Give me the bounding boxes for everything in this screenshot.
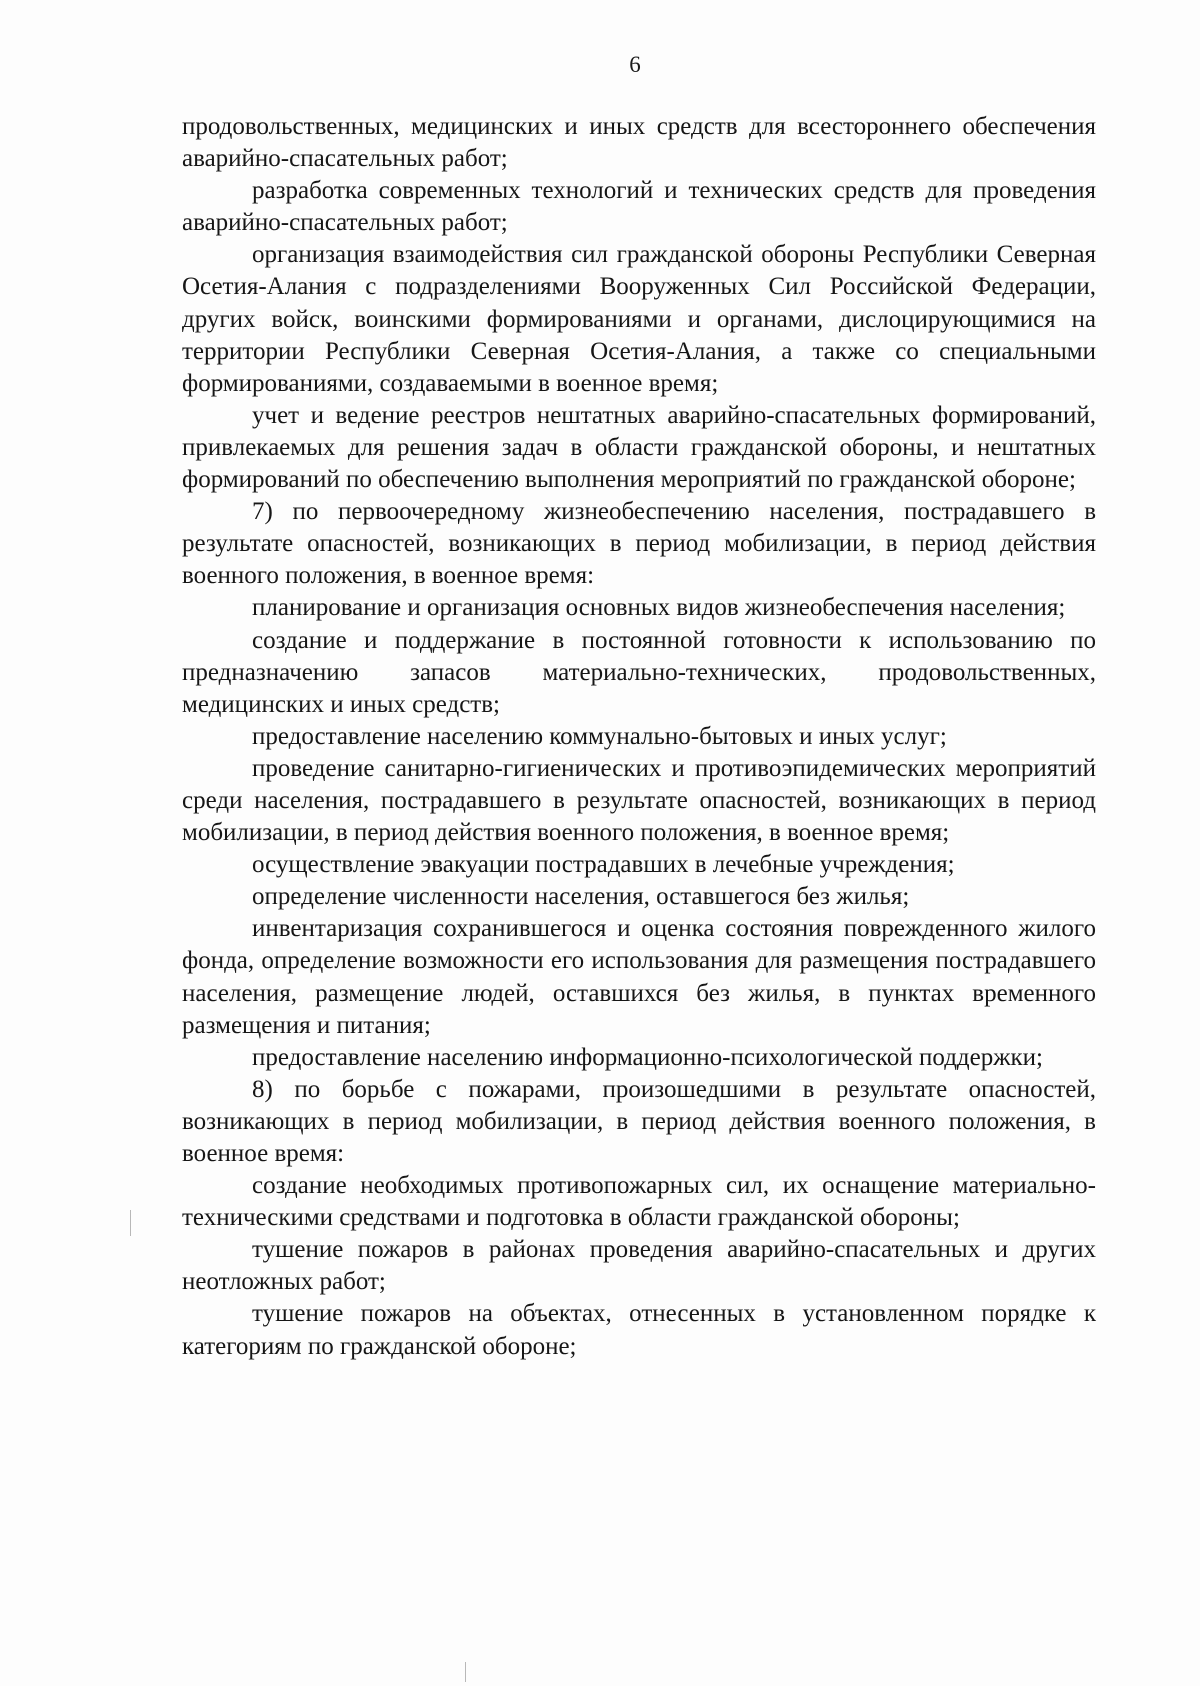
paragraph: тушение пожаров в районах проведения аварийно-спасательных и других неотложных работ; (182, 1236, 1096, 1296)
paragraph: создание необходимых противопожарных сил, их оснащение материально-техническими средствами и подготовка в области гражданской обороны; (182, 1172, 1096, 1232)
paragraph: осуществление эвакуации пострадавших в лечебные учреждения; (252, 851, 955, 879)
paragraph: определение численности населения, оставшегося без жилья; (252, 883, 910, 911)
paragraph: организация взаимодействия сил гражданской обороны Республики Северная Осетия-Алания с подразделениями Вооруженных Сил Российской Федерации, других войск, воинскими формированиями и органами, дислоцирующимися на территории Республики Северная Осетия-Алания, а также со специальными формированиями, создаваемыми в военное время; (182, 241, 1096, 397)
paragraph: 8) по борьбе с пожарами, произошедшими в результате опасностей, возникающих в период мобилизации, в период действия военного положения, в военное время: (182, 1075, 1096, 1167)
document-body (182, 111, 1096, 1363)
paragraph: планирование и организация основных видов жизнеобеспечения населения; (252, 594, 1066, 622)
paragraph: проведение санитарно-гигиенических и противоэпидемических мероприятий среди населения, пострадавшего в результате опасностей, возникающих в период мобилизации, в период действия военного положения, в военное время; (182, 754, 1096, 847)
paragraph: продовольственных, медицинских и иных средств для всестороннего обеспечения аварийно-спасательных работ; (182, 113, 1096, 173)
paragraph: предоставление населению коммунально-бытовых и иных услуг; (252, 722, 947, 750)
paragraph: предоставление населению информационно-психологической поддержки; (252, 1043, 1043, 1071)
paragraph: разработка современных технологий и технических средств для проведения аварийно-спасательных работ; (182, 177, 1096, 237)
paragraph: тушение пожаров на объектах, отнесенных в установленном порядке к категориям по гражданской обороне; (182, 1300, 1096, 1360)
page-number: 6 (629, 52, 641, 77)
paragraph: создание и поддержание в постоянной готовности к использованию по предназначению запасов материально-технических, продовольственных, медицинских и иных средств; (182, 626, 1096, 718)
paragraph: 7) по первоочередному жизнеобеспечению населения, пострадавшего в результате опасностей, возникающих в период мобилизации, в период действия военного положения, в военное время: (182, 498, 1096, 590)
scan-artifact (130, 1210, 131, 1236)
paragraph: учет и ведение реестров нештатных аварийно-спасательных формирований, привлекаемых для решения задач в области гражданской обороны, и нештатных формирований по обеспечению выполнения мероприятий по гражданской обороне; (182, 401, 1096, 494)
paragraph: инвентаризация сохранившегося и оценка состояния поврежденного жилого фонда, определение возможности его использования для размещения пострадавшего населения, размещение людей, оставшихся без жилья, в пунктах временного размещения и питания; (182, 915, 1096, 1039)
scan-artifact (465, 1662, 466, 1682)
